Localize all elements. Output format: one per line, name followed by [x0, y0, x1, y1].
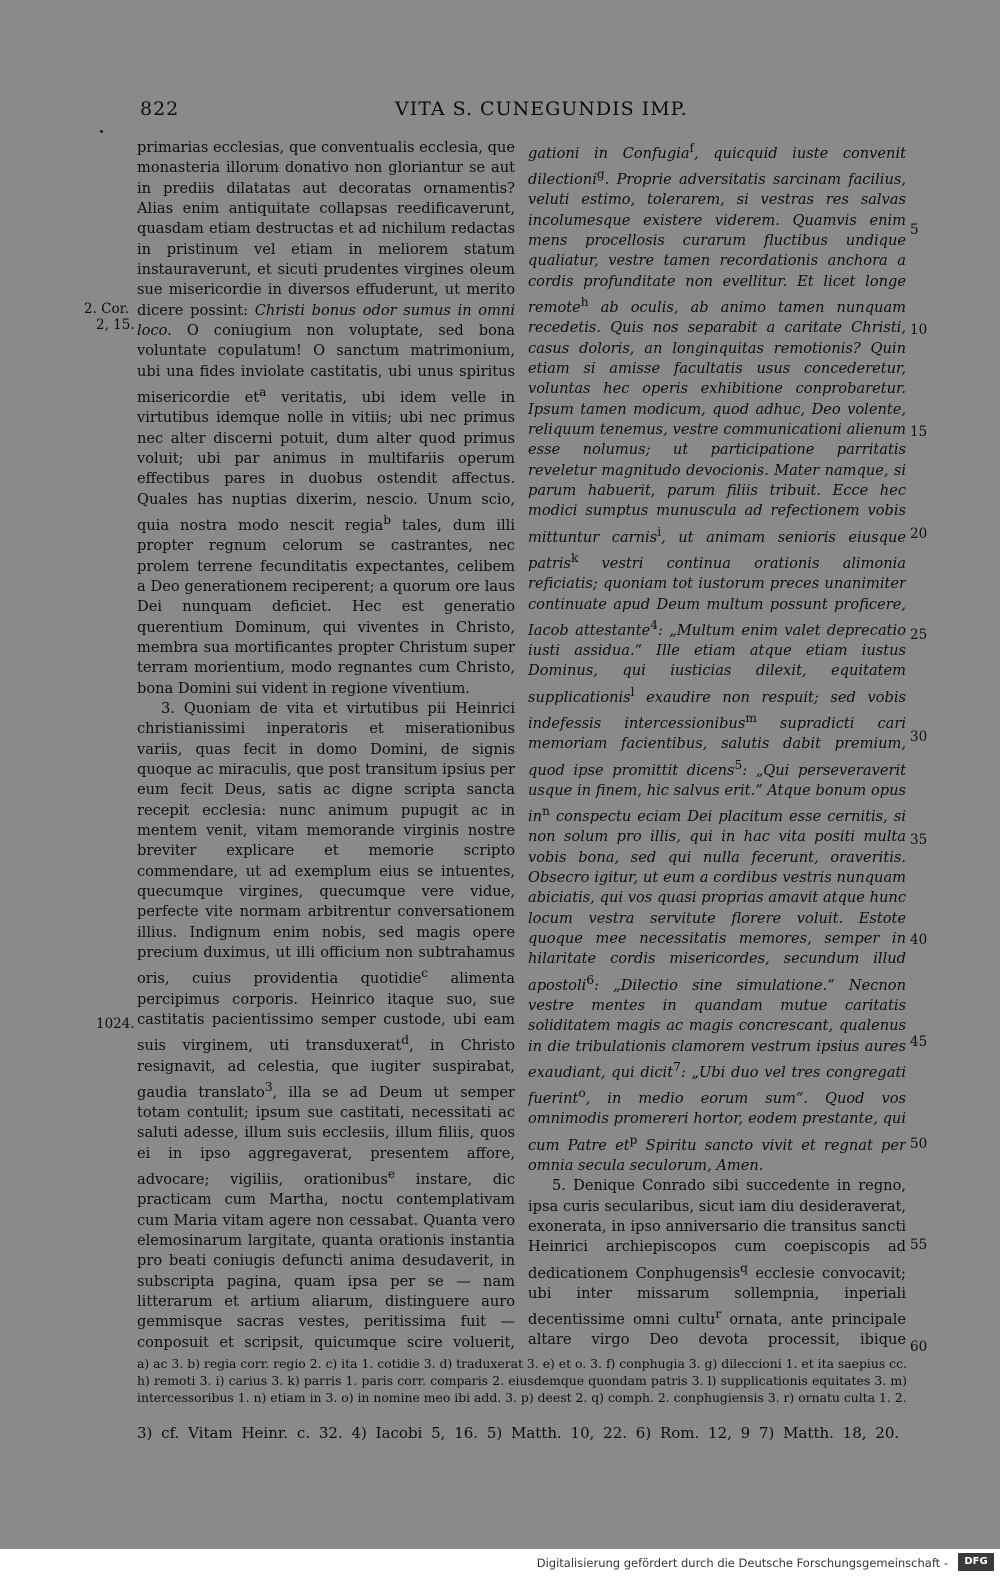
critical-apparatus [137, 1355, 907, 1406]
running-title: VITA S. CUNEGUNDIS IMP. [395, 98, 688, 120]
line-number: 50 [910, 1136, 928, 1152]
funding-credit: Digitalisierung gefördert durch die Deutsche Forschungsgemeinschaft - [536, 1556, 948, 1570]
line-number: 60 [910, 1339, 928, 1355]
right-column [528, 138, 906, 1353]
stray-mark [100, 130, 103, 133]
page-number: 822 [140, 98, 180, 120]
margin-year: 1024. [96, 1016, 135, 1032]
left-column [137, 138, 515, 1353]
line-number: 40 [910, 932, 928, 948]
line-number: 45 [910, 1034, 928, 1050]
line-number: 25 [910, 627, 928, 643]
dfg-logo-icon: DFG [958, 1553, 994, 1571]
line-number: 35 [910, 832, 928, 848]
margin-ref-cor: 2. Cor. [84, 301, 129, 317]
page-header [140, 98, 910, 128]
line-number: 10 [910, 322, 928, 338]
line-number: 20 [910, 526, 928, 542]
margin-ref-cor-verse: 2, 15. [96, 317, 135, 333]
paragraph-2: primarias ecclesias, que conventualis ecclesia, que monasteria illorum donativo non gloriantur se aut in prediis dilatatas aut decoratas ornamentis? Alias enim antiquitate collapsas reedificaverunt, quasdam etiam destructas et ad nichilum redactas in pristinum vel etiam in meliorem statum instauraverunt, et sicuti prudentes virgines oleum sue misericordie in diversos effuderunt, ut merito dicere possint: Christi bonus odor sumus in omni loco. O coniugium non voluptate, sed bona voluntate copulatum! O sanctum matrimonium, ubi una fides inviolate castitatis, ubi unus spiritus misericordie $et^a$ veritatis, ubi idem velle in virtutibus idemque nolle in vitiis; ubi nec primus nec alter discerni potuit, dum alter quod primus voluit; ubi par animus in multifariis operum effectibus pares in duobus ostendit affectus. Quales has nuptias dixerim, nescio. Unum scio, quia nostra modo nescit regia$^b$ tales, dum illi propter regnum celorum se castrantes, nec prolem terrene fecunditatis expectantes, celibem a Deo generationem reciperent; a quorum ore laus Dei nunquam deficiet. Hec est generatio querentium Dominum, qui viventes in Christo, membra sua mortificantes propter Christum super terram morientium, modo regnantes cum Christo, bona Domini sui vident in regione viventium. [137, 139, 515, 697]
line-number: 15 [910, 424, 928, 440]
paragraph-3: 3. Quoniam de vita et virtutibus pii Heinrici christianissimi inperatoris et miserationibus variis, quas fecit in domo Domini, de signis quoque ac miraculis, que post transitum ipsius per eum fecit Deus, satis ac digne scripta sancta recepit ecclesia: nunc animum pupugit ac in mentem venit, vitam memorande virginis nostre breviter explicare et memorie scripto commendare, ut ad exemplum eius se intuentes, quecumque virgines, quecumque vere vidue, perfecte vite normam arbitrentur conversationem illius. Indignum enim nobis, sed magis opere precium duximus, ut illi officium non subtrahamus oris, cuius providentia quotidie$^c$ alimenta percipimus corporis. Heinrico itaque suo, sue castitatis pacientissimo semper custode, ubi eam suis virginem, uti transduxerat$^d$, in Christo resignavit, ad celestia, que iugiter suspirabat, gaudia translato$^3$, illa se ad Deum ut semper totam contulit; ipsum sue castitati, necessitati ac saluti adesse, illum suis ecclesiis, illum filiis, quos ei in ipso aggregaverat, presentem affore, advocare; vigiliis, orationibus$^e$ instare, dic practicam cum Martha, noctu contemplativam cum Maria vitam agere non cessabat. Quanta vero elemosinarum largitate, quanta orationis instantia pro beati coniugis defuncti anima desudaverit, in subscripta pagina, quam ipsa per se — nam litterarum et artium aliarum, distinguere auro gemmisque sacras vestes, peritissima fuit — conposuit et scripsit, quicumque scire voluerit, [137, 700, 515, 1351]
epistola-text: gationi in Confugia$^f$, quicquid iuste convenit dilectioni$^g$. Proprie adversitatis sarcinam facilius, veluti estimo, tolerarem, si vestras res salvas incolumesque existere viderem. Quamvis enim mens procellosis curarum fluctibus undique qualiatur, vestre tamen recordationis anchora a cordis profunditate non evellitur. Et licet longe remote$^h$ ab oculis, ab animo tamen nunquam recedetis. Quis nos separabit a caritate Christi, casus doloris, an longinquitas remotionis? Quin etiam si amisse facultatis usus concederetur, voluntas hec operis exhibitione conprobaretur. Ipsum tamen modicum, quod adhuc, Deo volente, reliquum tenemus, vestre communicationi alienum esse nolumus; ut participatione parritatis reveletur magnitudo devocionis. Mater namque, si parum habuerit, parum filiis tribuit. Ecce hec modici sumptus munuscula ad refectionem vobis mittuntur carnis$^i$, ut animam senioris eiusque patris$^k$ vestri continua orationis alimonia reficiatis; quoniam tot iustorum preces unanimiter continuate apud Deum multum possunt proficere, Iacob attestante$^4$: „Multum enim valet deprecatio iusti assidua.“ Ille etiam atque etiam iustus Dominus, qui iusticias dilexit, equitatem supplicationis$^l$ exaudire non respuit; sed vobis indefessis intercessionibus$^m$ supradicti cari memoriam facientibus, salutis dabit premium, quod ipse promittit dicens$^5$: „Qui perseveraverit usque in finem, hic salvus erit.“ Atque bonum opus $in^n$ conspectu eciam Dei placitum esse cernitis, si non solum pro illis, qui in hac vita positi multa vobis bona, sed qui nulla fecerunt, oraveritis. Obsecro igitur, ut eum a cordibus vestris nunquam abiciatis, qui vos quasi proprias amavit atque hunc locum vestra servitute florere voluit. Estote quoque mee necessitatis memores, semper in hilaritate cordis misericordes, secundum illud apostoli$^6$: „Dilectio sine simulatione.“ Necnon vestre mentes in quandam mutue caritatis soliditatem magis ac magis concrescant, qualenus in die tribulationis clamorem vestrum ipsius aures exaudiant, qui dicit$^7$: „Ubi duo vel tres congregati fuerint$^o$, in medio eorum sum“. Quod vos omnimodis promereri hortor, eodem prestante, qui cum Patre $et^p$ Spiritu sancto vivit et regnat per omnia secula seculorum, Amen. [528, 141, 906, 1174]
line-number: 55 [910, 1237, 928, 1253]
line-number: 30 [910, 729, 928, 745]
line-number: 5 [910, 222, 919, 238]
footnote-text: a) ac 3. b) regia corr. regio 2. c) ita 1. cotidie 3. d) traduxerat 3. e) et o. 3. f) conphugia 3. g) dileccioni 1. et ita saepius cc. h) remoti 3. i) carius 3. k) parris 1. paris corr. comparis 2. eiusdemque quondam patris 3. l) supplicationis equitates 3. m) intercessoribus 1. n) etiam in 3. o) in nomine meo ibi add. 3. p) deest 2. q) comph. 2. conphugiensis 3. r) ornatu culta 1. 2. [137, 1356, 907, 1405]
source-references: 3) cf. Vitam Heinr. c. 32. 4) Iacobi 5, 16. 5) Matth. 10, 22. 6) Rom. 12, 9 7) Matth. 18, 20. [137, 1424, 900, 1442]
paragraph-5: 5. Denique Conrado sibi succedente in regno, ipsa curis secularibus, sicut iam diu desideraverat, exonerata, in ipso anniversario die transitus sancti Heinrici archiepiscopos cum coepiscopis ad dedicationem Conphugensis$^q$ ecclesie convocavit; ubi inter missarum sollempnia, inperiali decentissime omni cultu$^r$ ornata, ante principale altare virgo Deo devota processit, ibique [528, 1177, 906, 1349]
